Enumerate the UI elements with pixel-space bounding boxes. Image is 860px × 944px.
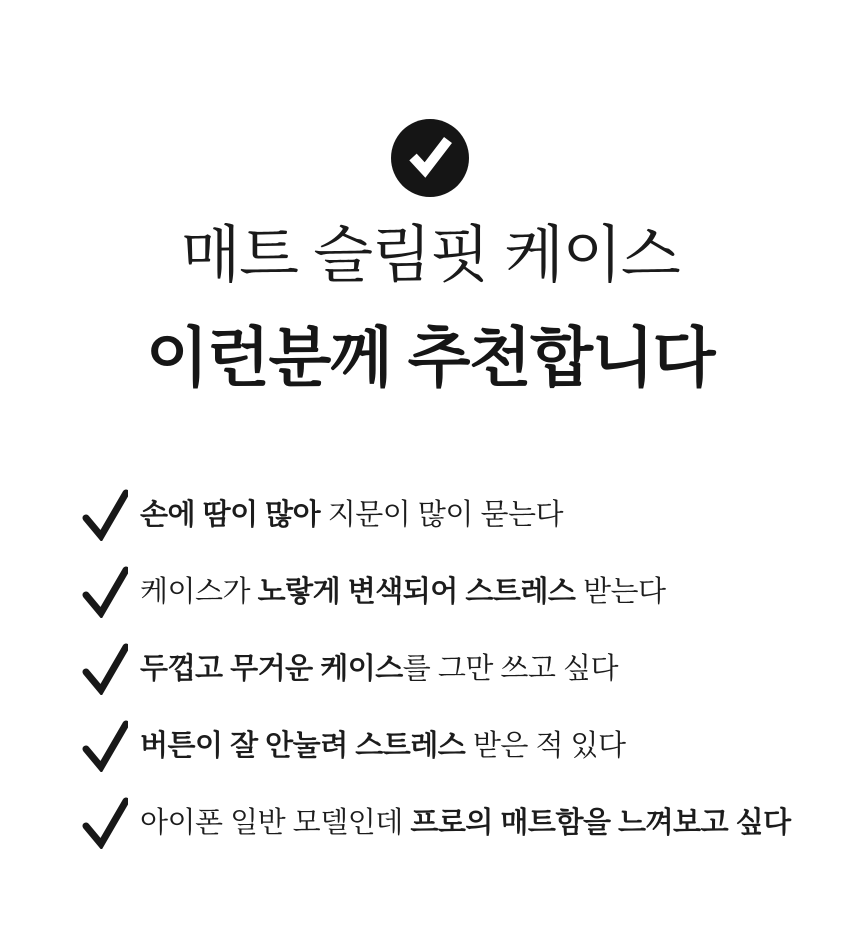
check-circle-icon	[391, 119, 469, 197]
title-block	[0, 219, 860, 397]
list-item-text-regular: 아이폰 일반 모델인데	[140, 806, 411, 839]
checkmark-icon	[82, 489, 128, 541]
list-item	[0, 797, 860, 849]
recommendation-checklist	[0, 489, 860, 849]
list-item-text-bold: 프로의 매트함을 느껴보고 싶다	[410, 806, 791, 839]
checkmark-icon	[82, 643, 128, 695]
list-item-text-bold: 두껍고 무거운 케이스	[140, 652, 403, 685]
list-item-text-bold: 손에 땀이 많아	[140, 498, 321, 531]
list-item-text	[140, 806, 791, 841]
list-item-text-regular: 를 그만 쓰고 싶다	[402, 652, 619, 685]
list-item	[0, 566, 860, 618]
checkmark-icon	[82, 797, 128, 849]
list-item	[0, 720, 860, 772]
list-item	[0, 643, 860, 695]
list-item-text-regular: 케이스가	[140, 575, 258, 608]
list-item-text	[140, 729, 626, 764]
list-item-text	[140, 498, 563, 533]
list-item-text-regular: 받는다	[575, 575, 666, 608]
list-item	[0, 489, 860, 541]
list-item-text-regular: 지문이 많이 묻는다	[320, 498, 563, 531]
checkmark-icon	[82, 566, 128, 618]
checkmark-icon	[82, 720, 128, 772]
product-title: 매트 슬림핏 케이스	[180, 221, 680, 290]
list-item-text	[140, 652, 618, 687]
list-item-text-bold: 버튼이 잘 안눌려 스트레스	[140, 729, 466, 762]
list-item-text	[140, 575, 666, 610]
recommendation-heading: 이런분께 추천합니다	[145, 321, 715, 395]
list-item-text-bold: 노랗게 변색되어 스트레스	[257, 575, 576, 608]
list-item-text-regular: 받은 적 있다	[465, 729, 626, 762]
